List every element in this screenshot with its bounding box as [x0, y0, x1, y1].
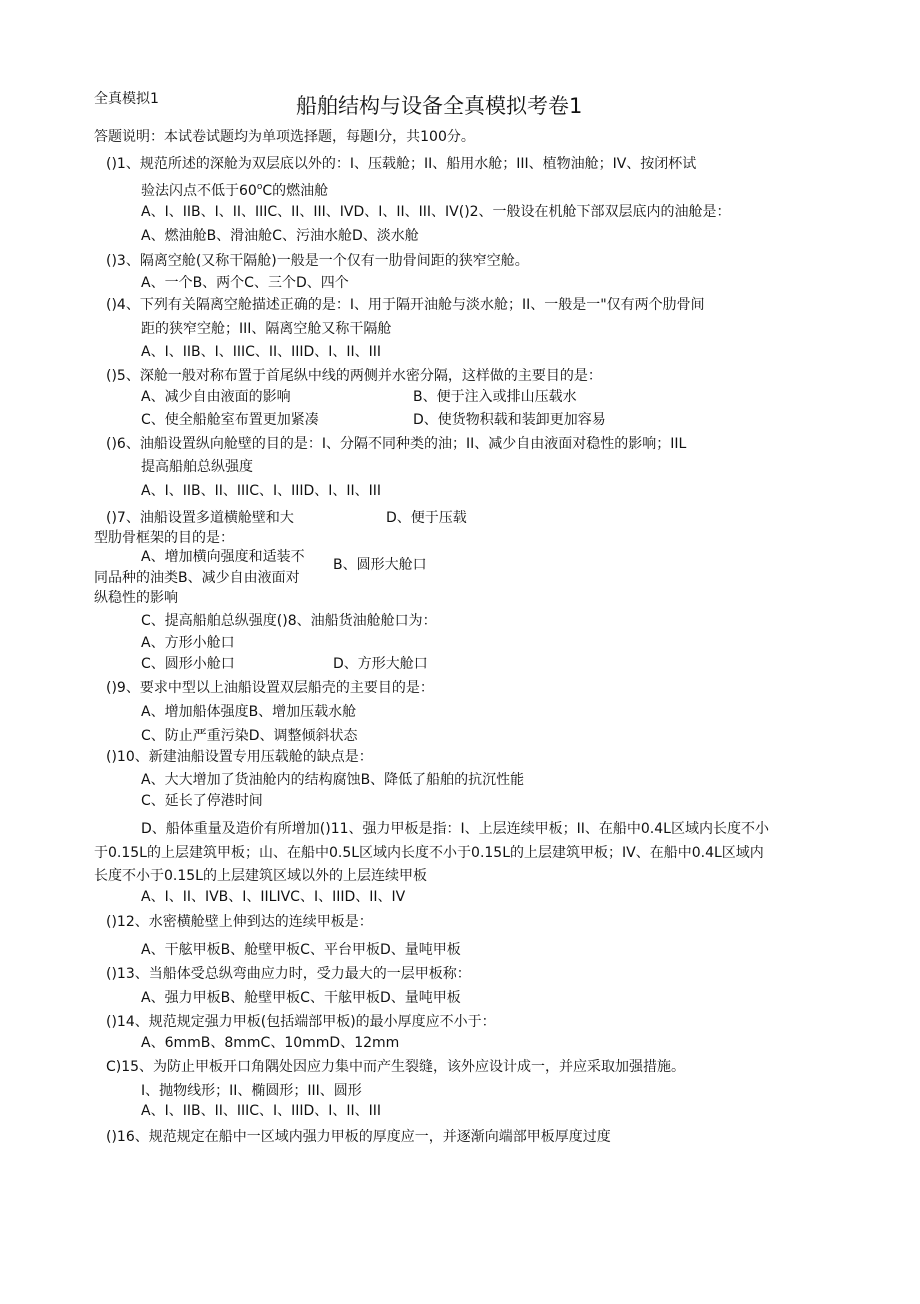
question-4-line-1: ()4、下列有关隔离空舱描述正确的是：I、用于隔开油舱与淡水舱；II、一般是一"仅有两个肋骨间 — [106, 297, 705, 313]
question-9-options-ab: A、增加船体强度B、增加压载水舱 — [141, 704, 357, 720]
question-14: ()14、规范规定强力甲板(包括端部甲板)的最小厚度应不小于： — [106, 1014, 496, 1030]
degree-superscript: o — [256, 182, 263, 192]
question-4-options: A、I、IIB、I、IIIC、II、IIID、I、II、III — [141, 344, 382, 360]
question-13-options: A、强力甲板B、舱壁甲板C、干舷甲板D、量吨甲板 — [141, 990, 461, 1006]
question-8-option-a: A、方形小舱口 — [141, 635, 235, 651]
question-10: ()10、新建油船设置专用压载舱的缺点是： — [106, 749, 373, 765]
header-label: 全真模拟1 — [94, 91, 159, 107]
question-9-options-cd: C、防止严重污染D、调整倾斜状态 — [141, 728, 358, 744]
question-8-option-d: D、方形大舱口 — [333, 656, 428, 672]
question-9: ()9、要求中型以上油船设置双层船壳的主要目的是： — [106, 680, 434, 696]
question-6-options: A、I、IIB、II、IIIC、I、IIID、I、II、III — [141, 483, 382, 499]
question-5-option-b: B、便于注入或排山压载水 — [413, 389, 577, 405]
question-12: ()12、水密横舱壁上伸到达的连续甲板是： — [106, 914, 373, 930]
question-1-text-a: 验法闪点不低于60 — [141, 183, 257, 199]
question-8-option-c: C、圆形小舱口 — [141, 656, 235, 672]
question-3-options: A、一个B、两个C、三个D、四个 — [141, 275, 349, 291]
question-1-options: A、I、IIB、I、II、IIIC、II、III、IVD、I、II、III、IV()2、一般设在机舱下部双层底内的油舱是： — [141, 204, 731, 220]
question-7-option-b-cont: 纵稳性的影响 — [94, 590, 178, 606]
question-15-shapes: I、抛物线形；II、椭圆形；III、圆形 — [141, 1083, 362, 1099]
question-14-options: A、6mmB、8mmC、10mmD、12mm — [141, 1035, 400, 1051]
question-7-option-a: A、增加横向强度和适装不 — [141, 549, 305, 565]
question-13: ()13、当船体受总纵弯曲应力时，受力最大的一层甲板称： — [106, 966, 471, 982]
question-11-line-3: 长度不小于0.15L的上层建筑区域以外的上层连续甲板 — [94, 868, 427, 884]
question-5-option-c: C、使全船舱室布置更加紧凑 — [141, 412, 319, 428]
question-15: C)15、为防止甲板开口角隅处因应力集中而产生裂缝，该外应设计成一，并应采取加强措施。 — [106, 1059, 686, 1075]
question-2-options: A、燃油舱B、滑油舱C、污油水舱D、淡水舱 — [141, 228, 419, 244]
question-11-options: A、I、II、IVB、I、IILIVC、I、IIID、II、IV — [141, 889, 406, 905]
question-5-option-a: A、减少自由液面的影响 — [141, 389, 291, 405]
question-16: ()16、规范规定在船中一区域内强力甲板的厚度应一，并逐渐向端部甲板厚度过度 — [106, 1129, 611, 1145]
question-10-option-c: C、延长了停港时间 — [141, 793, 263, 809]
question-6-line-2: 提高船舶总纵强度 — [141, 459, 253, 475]
question-3: ()3、隔离空舱(又称干隔舱)一般是一个仅有一肋骨间距的狭窄空舱。 — [106, 253, 529, 269]
question-8-option-b: B、圆形大舱口 — [333, 557, 427, 573]
question-7-option-d: D、便于压载 — [386, 510, 467, 526]
question-10-options-ab: A、大大增加了货油舱内的结构腐蚀B、降低了船舶的抗沉性能 — [141, 772, 525, 788]
document-title: 船舶结构与设备全真模拟考卷1 — [296, 94, 583, 118]
question-7-line-1: ()7、油船设置多道横舱壁和大 — [106, 510, 294, 526]
question-7-option-c-question-8: C、提高船舶总纵强度()8、油船货油舱舱口为： — [141, 613, 437, 629]
question-7-line-2: 型肋骨框架的目的是： — [94, 530, 234, 546]
question-10-option-d-question-11: D、船体重量及造价有所增加()11、强力甲板是指：I、上层连续甲板；II、在船中0.4L区域内长度不小 — [141, 821, 769, 837]
question-4-line-2: 距的狭窄空舱；III、隔离空舱又称干隔舱 — [141, 321, 392, 337]
question-5: ()5、深舱一般对称布置于首尾纵中线的两侧并水密分隔，这样做的主要目的是： — [106, 368, 602, 384]
question-1-line-1: ()1、规范所述的深舱为双层底以外的：I、压载舱；II、船用水舱；III、植物油舱；IV、按闭杯试 — [106, 156, 697, 172]
question-5-option-d: D、使货物积载和装卸更加容易 — [413, 412, 606, 428]
question-15-options: A、I、IIB、II、IIIC、I、IIID、I、II、III — [141, 1103, 382, 1119]
question-11-line-2: 于0.15L的上层建筑甲板；山、在船中0.5L区域内长度不小于0.15L的上层建筑甲板；IV、在船中0.4L区域内 — [94, 845, 764, 861]
question-1-text-b: C的燃油舱 — [262, 183, 329, 199]
question-7-option-b: 同品种的油类B、减少自由液面对 — [94, 570, 300, 586]
question-1-line-2 — [141, 178, 328, 200]
question-6-line-1: ()6、油船设置纵向舱壁的目的是：I、分隔不同种类的油；II、减少自由液面对稳性的影响；IIL — [106, 436, 687, 452]
question-12-options: A、干舷甲板B、舱壁甲板C、平台甲板D、量吨甲板 — [141, 942, 461, 958]
instructions: 答题说明：本试卷试题均为单项选择题，每题I分，共100分。 — [94, 129, 475, 145]
